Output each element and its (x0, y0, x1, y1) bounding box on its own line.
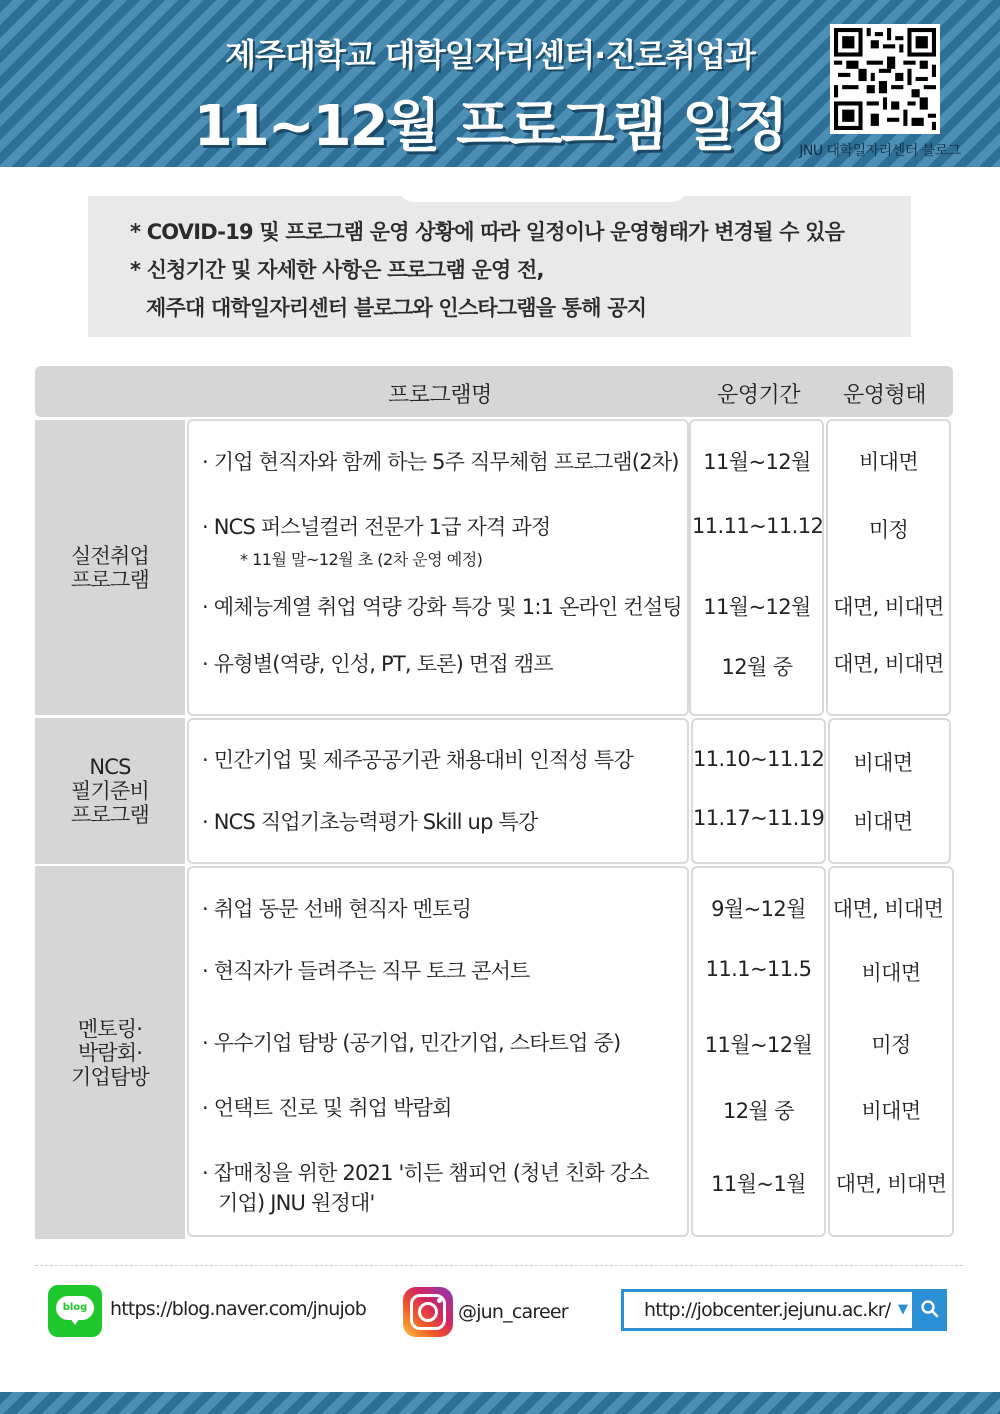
program-period: 11.11~11.12 (692, 514, 824, 538)
program-period: 11월~12월 (703, 450, 811, 474)
category-label: 필기준비 (71, 779, 149, 803)
notice-line-2: * 신청기간 및 자세한 사항은 프로그램 운영 전, (130, 258, 544, 282)
program-name: · 기업 현직자와 함께 하는 5주 직무체험 프로그램(2차) (202, 450, 679, 474)
category-label: 실전취업 (71, 543, 149, 568)
category-label: 박람회· (77, 1040, 143, 1065)
program-type: 비대면 (861, 961, 921, 985)
header-type: 운영형태 (843, 383, 927, 408)
program-period: 11.10~11.12 (693, 747, 825, 771)
program-period: 11월~12월 (704, 1033, 813, 1057)
header-program-name: 프로그램명 (388, 383, 492, 408)
notice-line-1: * COVID-19 및 프로그램 운영 상황에 따라 일정이나 운영형태가 변경될 수 있음 (130, 220, 845, 244)
periods-box (691, 718, 826, 864)
program-period: 11월~12월 (703, 595, 811, 619)
homepage-url-bar[interactable] (621, 1289, 947, 1331)
program-period: 11.17~11.19 (693, 806, 825, 830)
notice-line-3: 제주대 대학일자리센터 블로그와 인스타그램을 통해 공지 (146, 296, 647, 320)
category-ncs-written (35, 718, 185, 864)
program-name: · 언택트 진로 및 취업 박람회 (202, 1096, 452, 1120)
program-type: 미정 (871, 1033, 911, 1057)
program-name: · NCS 퍼스널컬러 전문가 1급 자격 과정 (202, 515, 551, 539)
category-label: 멘토링· (77, 1016, 143, 1041)
category-practical-employment (35, 420, 185, 715)
table-header (35, 366, 953, 417)
category-label: 프로그램 (71, 803, 149, 827)
program-note: * 11월 말~12월 초 (2차 운영 예정) (240, 550, 483, 569)
naver-blog-icon[interactable] (48, 1285, 102, 1337)
program-name: · NCS 직업기초능력평가 Skill up 특강 (202, 810, 538, 834)
program-type: 대면, 비대면 (833, 652, 944, 676)
program-type: 비대면 (853, 810, 913, 834)
blog-url-link[interactable]: https://blog.naver.com/jnujob (110, 1298, 367, 1320)
bottom-stripe-bar (0, 1392, 1000, 1414)
program-period: 12월 중 (721, 655, 793, 679)
program-name: · 현직자가 들려주는 직무 토크 콘서트 (202, 959, 530, 983)
qr-code-icon (834, 28, 936, 130)
program-name: · 민간기업 및 제주공공기관 채용대비 인적성 특강 (202, 748, 633, 772)
program-type: 대면, 비대면 (832, 897, 944, 921)
instagram-icon[interactable] (403, 1287, 453, 1337)
program-name: · 예체능계열 취업 역량 강화 특강 및 1:1 온라인 컨설팅 (202, 595, 682, 619)
header-banner (0, 0, 1000, 167)
category-label: 프로그램 (71, 567, 149, 592)
category-mentoring-fair (35, 866, 185, 1239)
program-name: · 우수기업 탐방 (공기업, 민간기업, 스타트업 중) (202, 1031, 621, 1055)
search-icon (920, 1299, 940, 1319)
program-type: 비대면 (861, 1099, 921, 1123)
program-period: 9월~12월 (711, 897, 806, 921)
program-period: 11.1~11.5 (705, 957, 812, 981)
program-name: · 잡매칭을 위한 2021 '히든 챔피언 (청년 친화 강소 (202, 1161, 649, 1185)
category-label: 기업탐방 (71, 1064, 149, 1089)
program-name: · 유형별(역량, 인성, PT, 토론) 면접 캠프 (202, 652, 553, 676)
program-type: 비대면 (858, 450, 919, 474)
program-type: 대면, 비대면 (835, 1172, 947, 1196)
program-type: 대면, 비대면 (833, 595, 944, 619)
program-names-box (187, 718, 689, 864)
program-period: 12월 중 (723, 1099, 794, 1123)
program-type: 비대면 (853, 751, 913, 775)
program-name-cont: 기업) JNU 원정대' (218, 1191, 375, 1215)
footer-divider (35, 1265, 963, 1266)
qr-caption: JNU 대학일자리센터 블로그 (799, 143, 961, 159)
category-label: NCS (89, 755, 131, 779)
notice-box (88, 196, 911, 337)
qr-code[interactable] (830, 24, 940, 134)
header-period: 운영기간 (717, 383, 801, 408)
blog-icon-label: blog (56, 1296, 94, 1320)
program-type: 미정 (868, 518, 909, 542)
instagram-handle-link[interactable]: @jun_career (458, 1301, 568, 1323)
program-period: 11월~1월 (711, 1172, 806, 1196)
types-box (828, 718, 951, 864)
search-button[interactable] (912, 1289, 947, 1331)
dropdown-caret-icon[interactable]: ▼ (898, 1302, 908, 1317)
program-name: · 취업 동문 선배 현직자 멘토링 (202, 897, 472, 921)
header-title-line1: 제주대학교 대학일자리센터·진로취업과 (225, 36, 755, 74)
homepage-url-text[interactable]: http://jobcenter.jejunu.ac.kr/ (644, 1299, 891, 1321)
header-title-line2: 11~12월 프로그램 일정 (193, 94, 787, 159)
